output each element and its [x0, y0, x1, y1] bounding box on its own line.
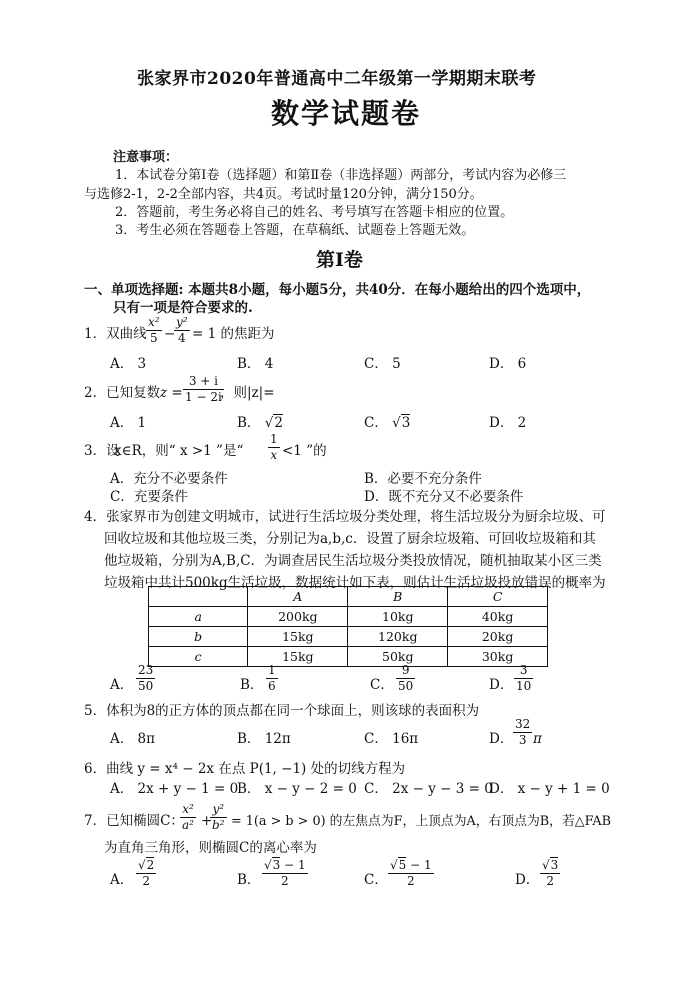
q5-option-d-fraction: 32 3	[515, 717, 531, 747]
q5-stem: 5．体积为8的正方体的顶点都在同一个球面上，则该球的表面积为	[84, 703, 480, 719]
q4-option-b-label: B．	[240, 677, 264, 693]
note-item-1a: 1．本试卷分第Ⅰ卷（选择题）和第Ⅱ卷（非选择题）两部分，考试内容为必修三	[115, 168, 567, 183]
q6-stem: 6．曲线 y = x⁴ − 2x 在点 P(1, −1) 处的切线方程为	[84, 761, 406, 777]
q2-b-radicand: 2	[274, 415, 283, 431]
q4-option-a: 23 50	[138, 663, 154, 693]
q4-option-a-label: A．	[110, 677, 134, 693]
table-header-row	[149, 587, 548, 607]
q5-option-b: B． 12π	[237, 731, 291, 747]
q2-option-b: B． √2	[237, 415, 283, 431]
q1-option-a: A． 3	[110, 356, 147, 372]
q6-option-b: B． x − y − 2 = 0	[237, 781, 357, 797]
table-cell: 30kg	[448, 647, 548, 667]
table-header-cell: C	[448, 587, 548, 607]
q7-line-2: 为直角三角形，则椭圆C的离心率为	[104, 840, 317, 856]
q2-fraction: 3 + i 1 − 2i	[185, 374, 222, 404]
table-cell: 50kg	[348, 647, 448, 667]
part1-title: 第Ⅰ卷	[316, 249, 363, 271]
table-cell: b	[149, 627, 248, 647]
q2-z-eq: z =	[160, 385, 183, 401]
q3-condition: x∈R，则“ x >1 ”是“	[114, 443, 244, 459]
q2-c-radicand: 3	[401, 415, 411, 431]
q7-prefix: 7．已知椭圆C：	[84, 813, 184, 829]
table-cell: 20kg	[448, 627, 548, 647]
q6-option-c: C． 2x − y − 3 = 0	[364, 781, 493, 797]
table-cell: 40kg	[448, 607, 548, 627]
q3-prefix: 3．设	[84, 443, 120, 459]
table-row	[149, 627, 548, 647]
q7-fraction-x: x² a²	[182, 802, 194, 832]
q1-fraction-y: y² 4	[176, 315, 188, 345]
q4-option-c-label: C．	[370, 677, 394, 693]
q1-minus: −	[164, 326, 176, 342]
q3-suffix: <1 ”的	[282, 443, 327, 459]
q7-plus: +	[201, 813, 213, 829]
q6-option-d: D． x − y + 1 = 0	[489, 781, 610, 797]
q1-suffix: = 1 的焦距为	[192, 326, 275, 342]
q7-option-d-label: D．	[515, 872, 540, 888]
q2-suffix: ，则|z|=	[220, 385, 275, 401]
table-header-cell: A	[248, 587, 348, 607]
q3-option-a: A．充分不必要条件	[110, 471, 228, 487]
q7-option-a-label: A．	[110, 872, 134, 888]
table-cell: 200kg	[248, 607, 348, 627]
exam-title: 张家界市2020年普通高中二年级第一学期期末联考	[137, 69, 537, 89]
q4-option-b: 1 6	[268, 663, 276, 693]
q6-option-a: A． 2x + y − 1 = 0	[110, 781, 239, 797]
q1-option-d: D． 6	[489, 356, 527, 372]
table-header-cell: B	[348, 587, 448, 607]
q1-prefix: 1．双曲线	[84, 326, 147, 342]
q5-option-c: C． 16π	[364, 731, 419, 747]
q5-option-d-pi: π	[533, 731, 542, 747]
q7-option-b-label: B．	[237, 872, 261, 888]
q3-option-d: D．既不充分又不必要条件	[364, 489, 524, 505]
q2-option-d: D． 2	[489, 415, 527, 431]
q7-option-c: √5 − 1 2	[390, 858, 432, 888]
q4-data-table	[148, 586, 548, 667]
note-item-2: 2．答题前，考生务必将自己的姓名、考号填写在答题卡相应的位置。	[115, 205, 514, 220]
q7-option-b: √3 − 1 2	[264, 858, 306, 888]
q7-suffix: = 1(a > b > 0) 的左焦点为F，上顶点为A，右顶点为B，若△FAB	[231, 814, 611, 829]
q7-option-a: √2 2	[138, 858, 155, 888]
q1-option-c: C． 5	[364, 356, 401, 372]
section1-line2: 只有一项是符合要求的.	[113, 300, 253, 316]
q5-option-a: A． 8π	[110, 731, 156, 747]
q2-prefix: 2．已知复数	[84, 385, 161, 401]
q4-option-d-label: D．	[489, 677, 514, 693]
q4-line-4: 垃圾箱中共计500kg生活垃圾，数据统计如下表，则估计生活垃圾投放错误的概率为	[104, 575, 606, 591]
table-cell: 15kg	[248, 647, 348, 667]
table-header-cell	[149, 587, 248, 607]
q7-option-d: √3 2	[542, 858, 559, 888]
section1-line1: 一、单项选择题: 本题共8小题，每小题5分，共40分．在每小题给出的四个选项中，	[84, 282, 591, 298]
table-cell: 15kg	[248, 627, 348, 647]
table-cell: a	[149, 607, 248, 627]
q7-option-c-label: C．	[364, 872, 388, 888]
q4-option-d: 3 10	[516, 663, 532, 693]
q3-option-c: C．充要条件	[110, 489, 188, 505]
q2-option-a: A． 1	[110, 415, 147, 431]
q3-fraction: 1 x	[270, 432, 278, 462]
table-cell: c	[149, 647, 248, 667]
q7-fraction-y: y² b²	[212, 802, 225, 832]
q4-line-3: 他垃圾箱，分别为A,B,C．为调查居民生活垃圾分类投放情况，随机抽取某小区三类	[104, 553, 602, 569]
q2-option-c: C． √3	[364, 415, 411, 431]
table-cell: 10kg	[348, 607, 448, 627]
q4-option-c: 9 50	[398, 663, 414, 693]
q4-line-1: 4．张家界市为创建文明城市，试进行生活垃圾分类处理，将生活垃圾分为厨余垃圾、可	[84, 509, 606, 525]
table-row	[149, 607, 548, 627]
notes-label: 注意事项：	[113, 150, 179, 165]
table-cell: 120kg	[348, 627, 448, 647]
q1-fraction-x: x² 5	[148, 315, 160, 345]
note-item-3: 3．考生必须在答题卷上答题，在草稿纸、试题卷上答题无效。	[115, 223, 475, 238]
q3-option-b: B．必要不充分条件	[364, 471, 482, 487]
q4-line-2: 回收垃圾和其他垃圾三类，分别记为a,b,c．设置了厨余垃圾箱、可回收垃圾箱和其	[104, 531, 596, 547]
q1-option-b: B． 4	[237, 356, 274, 372]
subject-title: 数学试题卷	[271, 97, 422, 130]
q5-option-d-label: D．	[489, 731, 514, 747]
table-row	[149, 647, 548, 667]
note-item-1b: 与选修2-1，2-2全部内容，共4页。考试时量120分钟，满分150分。	[84, 187, 483, 202]
